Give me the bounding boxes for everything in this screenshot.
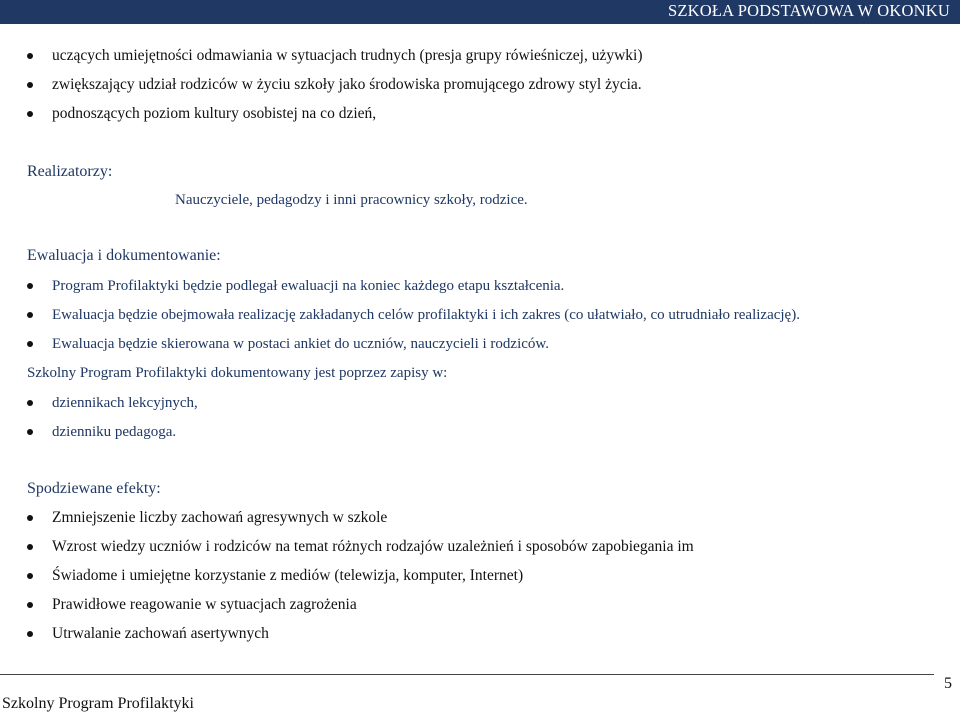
ewaluacja-bullet: Ewaluacja będzie obejmowała realizację zakładanych celów profilaktyki i ich zakres (co ułatwiało, co utrudniało realizację).	[0, 305, 800, 325]
header-bar	[0, 0, 960, 24]
ewaluacja-bullet: Program Profilaktyki będzie podlegał ewaluacji na koniec każdego etapu kształcenia.	[0, 276, 564, 296]
documentation-bullet: dziennikach lekcyjnych,	[0, 393, 198, 413]
footer-divider	[0, 674, 934, 675]
documentation-paragraph: Szkolny Program Profilaktyki dokumentowany jest poprzez zapisy w:	[27, 365, 448, 381]
efekty-bullet: Wzrost wiedzy uczniów i rodziców na temat różnych rodzajów uzależnień i sposobów zapobiegania im	[0, 537, 694, 557]
ewaluacja-bullet: Ewaluacja będzie skierowana w postaci ankiet do uczniów, nauczycieli i rodziców.	[0, 334, 549, 354]
school-name-header: SZKOŁA PODSTAWOWA W OKONKU	[668, 1, 950, 20]
page-number: 5	[944, 675, 952, 692]
intro-bullet: uczących umiejętności odmawiania w sytuacjach trudnych (presja grupy rówieśniczej, używki)	[0, 46, 643, 66]
realizatorzy-text: Nauczyciele, pedagodzy i inni pracownicy szkoły, rodzice.	[175, 192, 528, 208]
intro-bullet: zwiększający udział rodziców w życiu szkoły jako środowiska promującego zdrowy styl życia.	[0, 75, 642, 95]
realizatorzy-heading: Realizatorzy:	[27, 163, 113, 180]
efekty-heading: Spodziewane efekty:	[27, 480, 161, 497]
efekty-bullet: Prawidłowe reagowanie w sytuacjach zagrożenia	[0, 595, 357, 615]
efekty-bullet: Utrwalanie zachowań asertywnych	[0, 624, 269, 644]
footer-title: Szkolny Program Profilaktyki	[2, 695, 194, 712]
ewaluacja-heading: Ewaluacja i dokumentowanie:	[27, 247, 221, 264]
intro-bullet: podnoszących poziom kultury osobistej na co dzień,	[0, 104, 376, 124]
efekty-bullet: Świadome i umiejętne korzystanie z mediów (telewizja, komputer, Internet)	[0, 566, 523, 586]
documentation-bullet: dzienniku pedagoga.	[0, 422, 176, 442]
efekty-bullet: Zmniejszenie liczby zachowań agresywnych w szkole	[0, 508, 387, 528]
